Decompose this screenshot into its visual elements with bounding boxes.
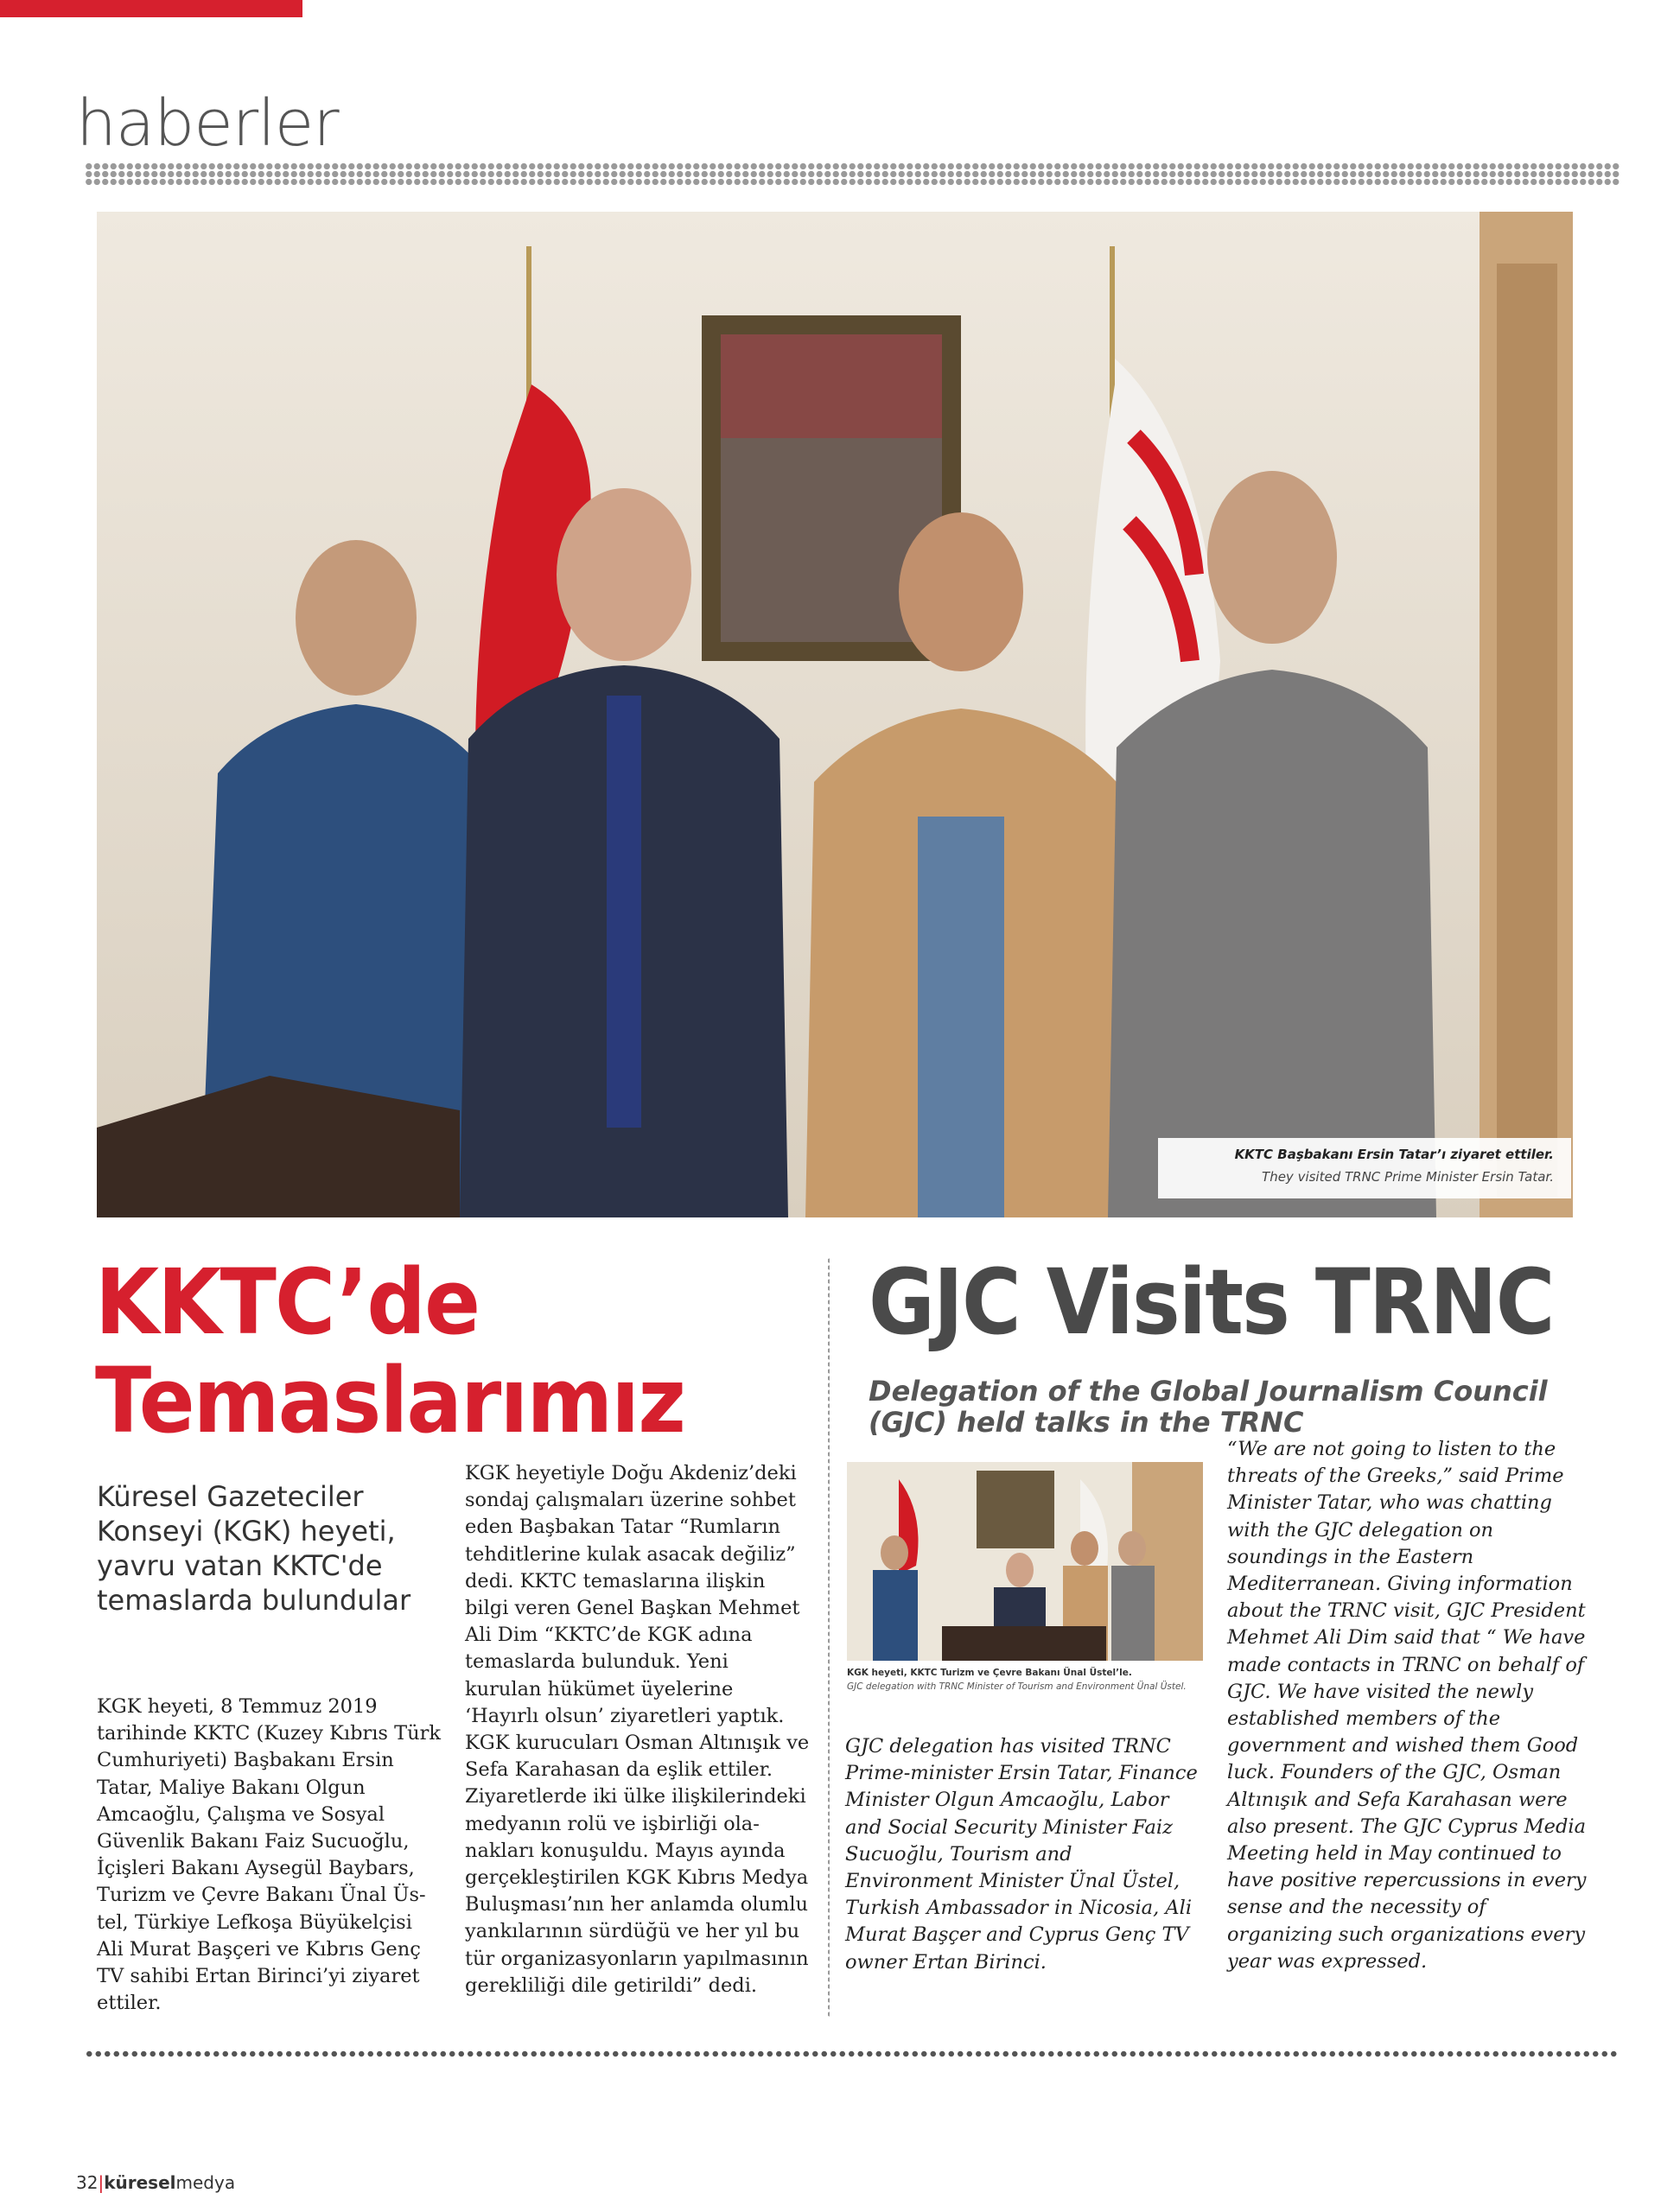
top-accent-bar <box>0 0 302 17</box>
tr-article-column-2: KGK heyetiyle Doğu Akdeniz’deki sondaj çalışmaları üzerine sohbet eden Başbakan Tatar “Rumların tehditlerine kulak asacak değiliz” dedi. KKTC temaslarına ilişkin bilgi veren Genel Başkan Mehmet Ali Dim “KKTC’de KGK adına temaslarda bulunduk. Yeni kurulan hükümet üyelerine ‘Hayırlı olsun’ ziyaretleri yaptık. KGK kurucuları Osman Altınışık ve Sefa Karahasan da eşlik ettiler. Ziyaretlerde iki ülke ilişkilerindeki medyanın rolü ve işbirliği olanakları konuşuldu. Mayıs ayında gerçekleştirilen KGK Kıbrıs Medya Buluşması’nın her anlamda olumlu yankılarının sürdüğü ve her yıl bu tür organizasyonların yapılmasının gerekliliği dile getirildi” dedi. <box>465 1462 810 1997</box>
column-divider <box>828 1257 830 2018</box>
main-photo-caption <box>1158 1138 1571 1198</box>
dotted-divider-top <box>85 162 1620 185</box>
page-footer: 32|küreselmedya <box>76 2172 236 2193</box>
secondary-photo-caption-tr: KGK heyeti, KKTC Turizm ve Çevre Bakanı Ünal Üstel’le. <box>847 1668 1132 1678</box>
caption-en: They visited TRNC Prime Minister Ersin Tatar. <box>1262 1169 1554 1185</box>
section-label: haberler <box>76 86 339 161</box>
en-article-column-1: GJC delegation has visited TRNC Prime-minister Ersin Tatar, Finance Minister Olgun Amcaoğlu, Labor and Social Security Minister Faiz Sucuoğlu, Tourism and Environment Minister Ünal Üstel, Turkish Ambassador in Nicosia, Ali Murat Başçer and Cyprus Genç TV owner Ertan Birinci. <box>845 1735 1198 1974</box>
en-article-subtitle: Delegation of the Global Journalism Council (GJC) held talks in the TRNC <box>869 1375 1548 1439</box>
tr-article-column-1: KGK heyeti, 8 Temmuz 2019 tarihinde KKTC (Kuzey Kıbrıs Türk Cumhuriyeti) Başbakanı Ersin Tatar, Maliye Bakanı Olgun Amcaoğlu, Çalışma ve Sosyal Güvenlik Bakanı Faiz Sucuoğlu, İçişleri Bakanı Aysegül Baybars, Turizm ve Çevre Bakanı Ünal Üstel, Türkiye Lefkoşa Büyükelçisi Ali Murat Başçeri ve Kıbrıs Genç TV sahibi Ertan Birinci’yi ziyaret ettiler. <box>97 1695 442 2015</box>
en-article-column-2: “We are not going to listen to the threats of the Greeks,” said Prime Minister Tatar, who was chatting with the GJC delegation on soundings in the Eastern Mediterranean. Giving information about the TRNC visit, GJC President Mehmet Ali Dim said that “ We have made contacts in TRNC on behalf of GJC. We have visited the newly established members of the government and wished them Good luck. Founders of the GJC, Osman Altınışık and Sefa Karahasan were also present. The GJC Cyprus Media Meeting held in May continued to have positive repercussions in every sense and the necessity of organizing such organizations every year was expressed. <box>1227 1438 1587 1973</box>
tr-title-line1: KKTC’de <box>95 1249 480 1355</box>
caption-tr: KKTC Başbakanı Ersin Tatar’ı ziyaret ettiler. <box>1234 1147 1554 1162</box>
brand-bold: küresel <box>104 2172 176 2193</box>
main-photo <box>97 212 1573 1217</box>
secondary-photo-caption-en: GJC delegation with TRNC Minister of Tourism and Environment Ünal Üstel. <box>847 1681 1187 1692</box>
page-number: 32 <box>76 2172 99 2193</box>
en-article-title: GJC Visits TRNC <box>869 1249 1554 1355</box>
brand-light: medya <box>175 2172 236 2193</box>
tr-article-subtitle: Küresel Gazeteciler Konseyi (KGK) heyeti, yavru vatan KKTC'de temaslarda bulundular <box>97 1480 411 1617</box>
secondary-photo <box>847 1462 1203 1661</box>
tr-title-line2: Temaslarımız <box>95 1348 685 1453</box>
tr-article-title <box>95 1249 731 1453</box>
dotted-divider-bottom <box>85 2050 1620 2058</box>
